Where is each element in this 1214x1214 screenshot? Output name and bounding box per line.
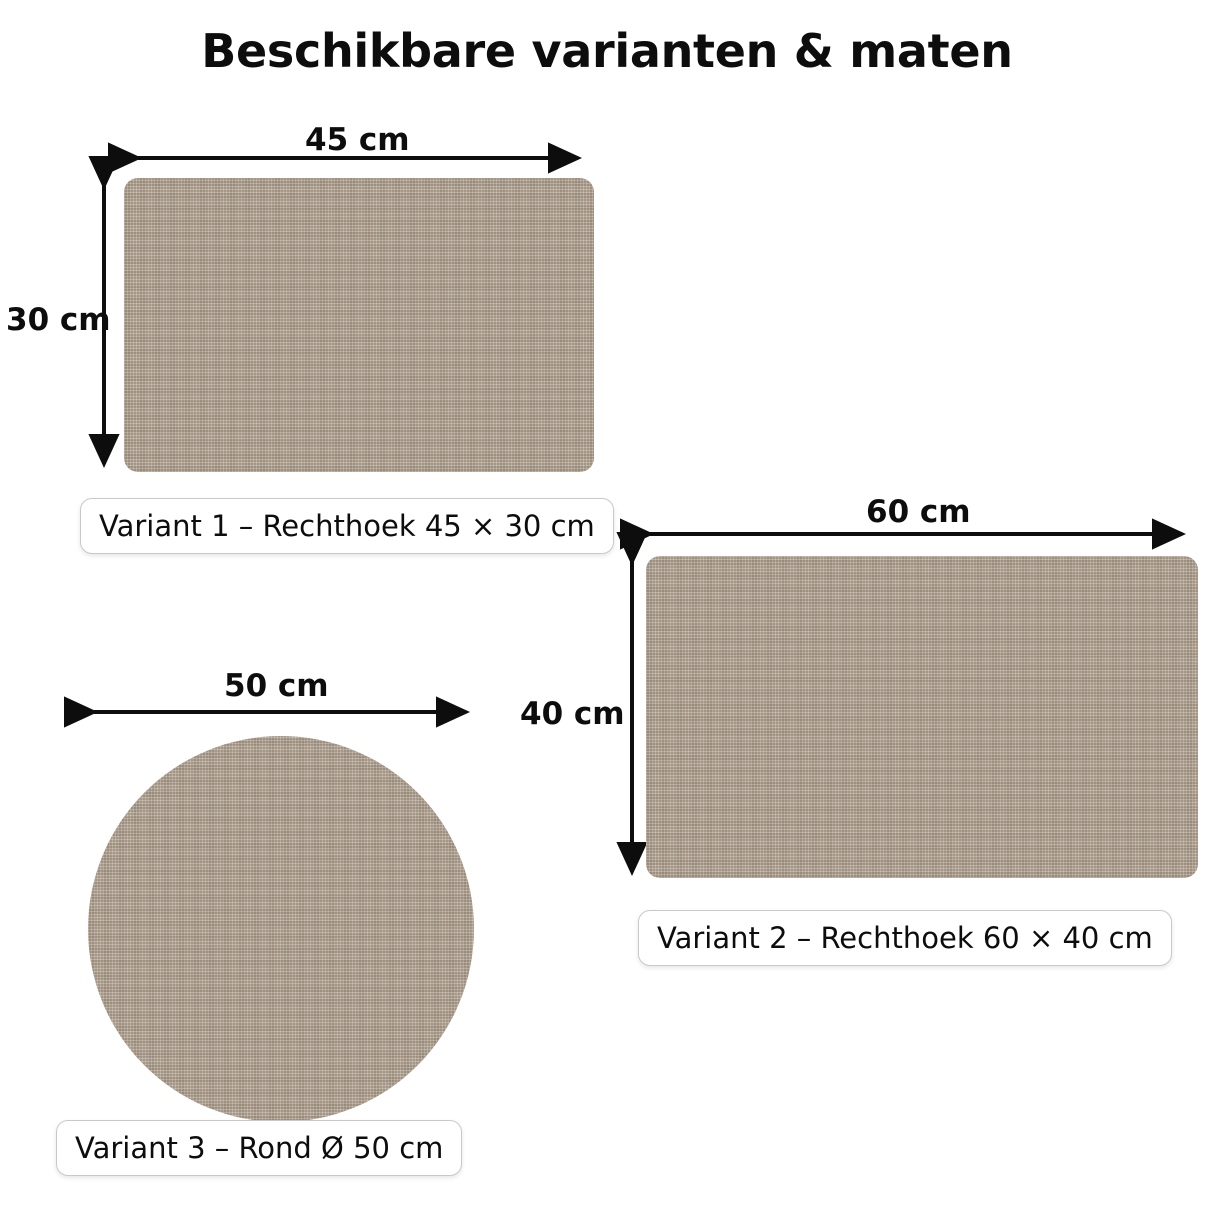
variant-3-caption: Variant 3 – Rond Ø 50 cm [56,1120,462,1176]
variant-1-height-label: 30 cm [6,302,111,338]
variant-3-mat-swatch [88,736,474,1122]
variant-2-height-label: 40 cm [520,696,625,732]
variant-2-caption: Variant 2 – Rechthoek 60 × 40 cm [638,910,1172,966]
page-title: Beschikbare varianten & maten [201,24,1013,78]
variant-2-width-label: 60 cm [866,494,971,530]
variant-2-mat-swatch [646,556,1198,878]
variant-1-caption: Variant 1 – Rechthoek 45 × 30 cm [80,498,614,554]
variant-1-mat-swatch [124,178,594,472]
variant-3-width-label: 50 cm [224,668,329,704]
variant-1-width-label: 45 cm [305,122,410,158]
